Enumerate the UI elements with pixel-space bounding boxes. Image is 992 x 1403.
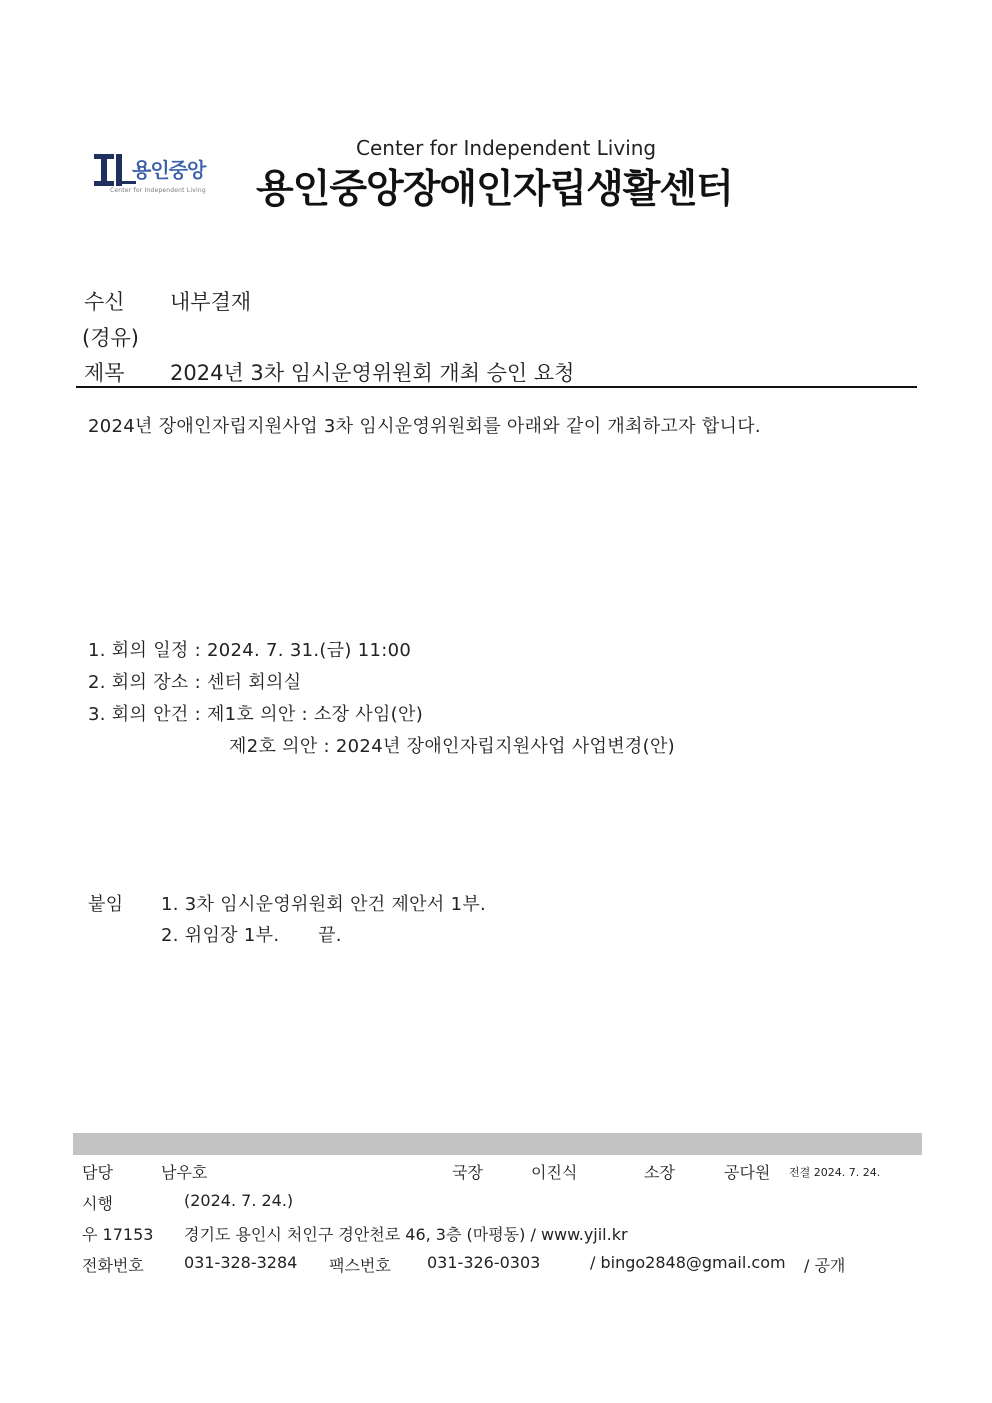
fax-number: 031-326-0303 xyxy=(427,1253,541,1272)
director-name: 이진식 xyxy=(531,1163,578,1182)
approval-note: 전결 2024. 7. 24. xyxy=(789,1166,881,1179)
attachment-item: 2. 위임장 1부. xyxy=(161,925,280,946)
end-mark: 끝. xyxy=(318,925,342,946)
fax-label: 팩스번호 xyxy=(329,1256,391,1275)
footer-bar xyxy=(73,1133,922,1155)
address-detail: 경기도 용인시 처인구 경안천로 46, 3층 (마평동) / www.yjil.kr xyxy=(184,1225,628,1244)
attachment-item: 1. 3차 임시운영위원회 안건 제안서 1부. xyxy=(161,894,487,915)
agenda-item: 1. 회의 일정 : 2024. 7. 31.(금) 11:00 xyxy=(88,640,412,661)
agenda-item: 3. 회의 안건 : 제1호 의안 : 소장 사임(안) xyxy=(88,704,424,725)
org-korean-name: 용인중앙장애인자립생활센터 xyxy=(256,167,733,212)
email: / bingo2848@gmail.com xyxy=(590,1253,786,1272)
head-label: 소장 xyxy=(644,1163,675,1182)
logo-english-text: Center for Independent Living xyxy=(110,187,206,194)
subject-label: 제목 xyxy=(84,361,125,385)
org-english-name: Center for Independent Living xyxy=(356,136,657,160)
recipient-value: 내부결재 xyxy=(170,290,252,314)
intro-text: 2024년 장애인자립지원사업 3차 임시운영위원회를 아래와 같이 개최하고자 합니다. xyxy=(88,416,761,437)
director-label: 국장 xyxy=(452,1163,483,1182)
agenda-item: 2. 회의 장소 : 센터 회의실 xyxy=(88,672,302,693)
via-label: (경유) xyxy=(82,326,139,350)
drafter-label: 담당 xyxy=(82,1163,113,1182)
agenda-item-continuation: 제2호 의안 : 2024년 장애인자립지원사업 사업변경(안) xyxy=(229,736,675,757)
drafter-name: 남우호 xyxy=(161,1163,208,1182)
recipient-label: 수신 xyxy=(84,290,125,314)
disclosure-status: / 공개 xyxy=(804,1256,846,1275)
enforce-date: (2024. 7. 24.) xyxy=(184,1191,294,1210)
phone-label: 전화번호 xyxy=(82,1256,144,1275)
head-name: 공다원 xyxy=(724,1163,771,1182)
enforce-label: 시행 xyxy=(82,1194,113,1213)
logo-korean-text: 용인중앙 xyxy=(132,158,206,182)
header-divider xyxy=(76,386,917,388)
logo-mark-icon xyxy=(92,152,136,192)
logo xyxy=(92,152,224,198)
phone-number: 031-328-3284 xyxy=(184,1253,298,1272)
subject-value: 2024년 3차 임시운영위원회 개최 승인 요청 xyxy=(170,361,575,385)
attachment-label: 붙임 xyxy=(88,894,124,915)
postal-code: 우 17153 xyxy=(82,1225,154,1244)
